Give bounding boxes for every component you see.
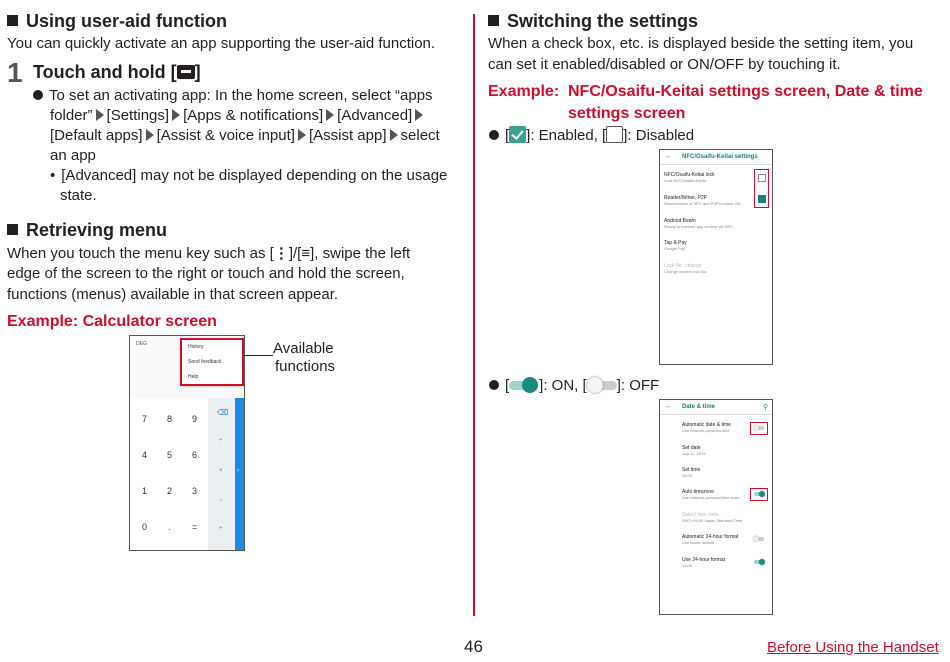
bullet-dot-icon: [489, 380, 499, 390]
key-decimal[interactable]: .: [168, 522, 171, 532]
nfc-lock-checkbox[interactable]: [758, 174, 766, 182]
dt-item-use-24h[interactable]: Use 24-hour format 13:00: [682, 557, 726, 568]
section-heading-user-aid: Using user-aid function: [7, 11, 227, 32]
note-line-1: • [Advanced] may not be displayed depending on the usage: [50, 167, 448, 184]
switching-intro-1: When a check box, etc. is displayed beside the setting item, you: [488, 35, 914, 52]
checkbox-checked-icon: [509, 126, 526, 143]
step-title: Touch and hold [ ]: [33, 62, 201, 82]
op-plus[interactable]: +: [219, 526, 223, 532]
back-arrow-icon[interactable]: ←: [665, 403, 672, 410]
square-bullet-icon: [7, 15, 18, 26]
use-24h-toggle[interactable]: [754, 560, 764, 564]
auto-timezone-toggle[interactable]: [754, 492, 764, 496]
back-arrow-icon[interactable]: ←: [665, 153, 672, 160]
menu-lines-icon: ≡: [301, 245, 311, 262]
key-7[interactable]: 7: [142, 414, 148, 424]
menu-line-3: functions (menus) available in that screen appear.: [7, 286, 339, 303]
op-minus[interactable]: −: [219, 498, 223, 504]
dt-item-select-timezone: Select time zone GMT+09:00 Japan Standard Time: [682, 512, 743, 523]
toggle-on-icon: [509, 377, 539, 393]
calc-mode: DEG: [136, 341, 147, 347]
nfc-item-tap-pay[interactable]: Tap & Pay Google Pay: [664, 240, 687, 251]
op-multiply[interactable]: ×: [219, 468, 223, 474]
arrow-right-icon: [172, 109, 180, 121]
key-4[interactable]: 4: [142, 450, 148, 460]
square-bullet-icon: [7, 224, 18, 235]
bullet-line-2: folder” [Settings] [Apps & notifications] [Advanced]: [50, 106, 426, 126]
menu-item-history[interactable]: History: [188, 344, 204, 350]
arrow-right-icon: [96, 109, 104, 121]
reader-writer-checkbox[interactable]: [758, 195, 766, 203]
auto-24h-toggle[interactable]: [754, 537, 764, 541]
arrow-right-icon: [390, 129, 398, 141]
calc-overflow-menu: [180, 338, 244, 386]
key-1[interactable]: 1: [142, 486, 148, 496]
arrow-right-icon: [326, 109, 334, 121]
nfc-item-lock[interactable]: NFC/Osaifu-Keitai lock Lock NFC/Osaifu-Keitai: [664, 172, 715, 183]
user-aid-intro: You can quickly activate an app supporting the user-aid function.: [7, 35, 436, 52]
key-equals[interactable]: =: [192, 522, 198, 532]
calc-operators: [208, 398, 235, 550]
bullet-line-4: an app: [50, 147, 96, 164]
example-calculator: Example: Calculator screen: [7, 313, 217, 330]
bullet-line-3: [Default apps] [Assist & voice input] [Assist app] select: [50, 127, 440, 144]
nfc-item-reader-writer[interactable]: Reader/Writer, P2P Reader/writer of NFC and P2P function ON: [664, 195, 741, 206]
menu-line-1: When you touch the menu key such as [⋮]/[≡], swipe the left: [7, 245, 411, 262]
arrow-right-icon: [415, 109, 423, 121]
footer-link-before-using[interactable]: Before Using the Handset: [767, 639, 939, 656]
key-2[interactable]: 2: [167, 486, 173, 496]
key-6[interactable]: 6: [192, 450, 198, 460]
calculator-screenshot: [129, 335, 245, 551]
section-heading-switching: Switching the settings: [488, 11, 698, 32]
auto-date-toggle[interactable]: [754, 426, 764, 430]
advanced-panel-handle[interactable]: [235, 398, 244, 550]
menu-line-2: edge of the screen to the right or touch and hold the screen,: [7, 265, 405, 282]
key-5[interactable]: 5: [167, 450, 173, 460]
page-number: 46: [464, 637, 483, 656]
example-label-right: Example:: [488, 83, 560, 100]
callout-text: Available functions: [273, 340, 336, 375]
dt-item-set-time[interactable]: Set time 10:05: [682, 467, 701, 478]
checkbox-unchecked-icon: [606, 126, 623, 143]
bullet-dot-icon: [489, 130, 499, 140]
key-9[interactable]: 9: [192, 414, 198, 424]
backspace-icon[interactable]: ⌫: [217, 408, 229, 417]
key-0[interactable]: 0: [142, 522, 148, 532]
nfc-item-lock-no-change: Lock No. change Change current lock No.: [664, 263, 708, 274]
column-divider: [473, 14, 475, 616]
search-icon[interactable]: ⚲: [762, 404, 768, 411]
more-vert-icon: ⋮: [273, 245, 289, 262]
toggle-off-icon: [587, 377, 617, 393]
menu-item-help[interactable]: Help: [188, 374, 199, 380]
arrow-right-icon: [146, 129, 154, 141]
square-bullet-icon: [488, 15, 499, 26]
bullet-line-1: To set an activating app: In the home screen, select “apps: [33, 86, 433, 106]
checkbox-legend: [ ]: Enabled, [ ]: Disabled: [489, 126, 694, 146]
arrow-right-icon: [298, 129, 306, 141]
section-heading-menu: Retrieving menu: [7, 220, 167, 241]
menu-item-send-feedback[interactable]: Send feedback: [188, 359, 222, 365]
step-number: 1: [7, 57, 23, 88]
home-key-icon: [177, 65, 195, 79]
dt-title: Date & time: [682, 404, 716, 410]
key-8[interactable]: 8: [167, 414, 173, 424]
dt-item-auto-date[interactable]: Automatic date & time Use network-provided time: [682, 422, 731, 433]
date-time-screenshot: [659, 399, 773, 615]
nfc-title: NFC/Osaifu-Keitai settings: [682, 154, 758, 160]
callout-line: [243, 355, 273, 356]
op-divide[interactable]: ÷: [219, 438, 223, 444]
calc-keypad: [130, 398, 208, 550]
switching-intro-2: can set it enabled/disabled or ON/OFF by touching it.: [488, 56, 841, 73]
dt-item-auto-24h[interactable]: Automatic 24-hour format Use locale default: [682, 534, 739, 545]
bullet-dot-icon: [33, 90, 43, 100]
dt-app-bar: [660, 400, 772, 415]
example-title-line-2: settings screen: [568, 105, 686, 122]
nfc-settings-screenshot: [659, 149, 773, 365]
toggle-legend: [ ]: ON, [ ]: OFF: [489, 376, 659, 396]
key-3[interactable]: 3: [192, 486, 198, 496]
example-title-line-1: NFC/Osaifu-Keitai settings screen, Date & time: [568, 83, 923, 100]
nfc-item-android-beam[interactable]: Android Beam Ready to transmit app content via NFC: [664, 218, 733, 229]
dt-item-auto-timezone[interactable]: Auto timezone Use network-provided time zone: [682, 489, 740, 500]
chevron-left-icon: ‹: [237, 468, 239, 474]
dt-item-set-date[interactable]: Set date July 11, 2019: [682, 445, 706, 456]
note-line-2: state.: [60, 187, 97, 204]
